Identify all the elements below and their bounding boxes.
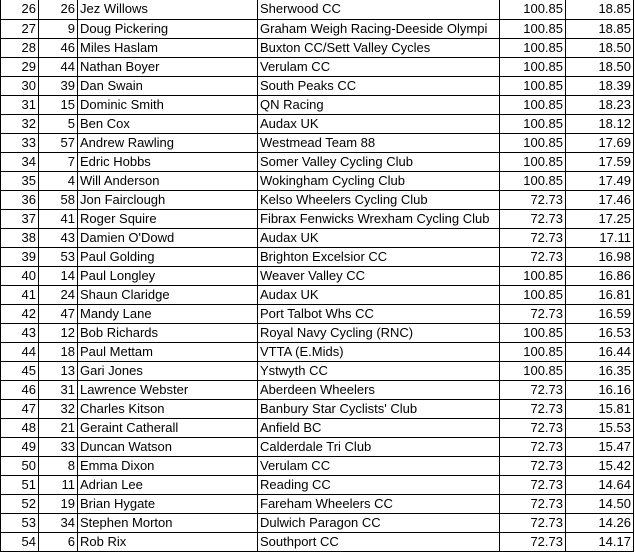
rider-name-cell[interactable]: Adrian Lee [78,475,258,494]
position-cell[interactable]: 38 [1,228,39,247]
speed-cell[interactable]: 15.53 [566,418,634,437]
position-cell[interactable]: 27 [1,19,39,38]
rider-name-cell[interactable]: Andrew Rawling [78,133,258,152]
distance-cell[interactable]: 72.73 [500,513,566,532]
club-cell[interactable]: QN Racing [258,95,500,114]
club-cell[interactable]: Westmead Team 88 [258,133,500,152]
speed-cell[interactable]: 14.50 [566,494,634,513]
rider-name-cell[interactable]: Paul Longley [78,266,258,285]
rider-number-cell[interactable]: 33 [39,437,78,456]
table-row [1,38,634,57]
distance-cell[interactable]: 100.85 [500,323,566,342]
rider-number-cell[interactable]: 58 [39,190,78,209]
table-row [1,76,634,95]
rider-name-cell[interactable]: Jez Willows [78,0,258,19]
club-cell[interactable]: Audax UK [258,285,500,304]
rider-number-cell[interactable]: 46 [39,38,78,57]
rider-number-cell[interactable]: 43 [39,228,78,247]
rider-name-cell[interactable]: Duncan Watson [78,437,258,456]
speed-cell[interactable]: 16.86 [566,266,634,285]
club-cell[interactable]: Kelso Wheelers Cycling Club [258,190,500,209]
speed-cell[interactable]: 16.16 [566,380,634,399]
speed-cell[interactable]: 14.17 [566,532,634,551]
distance-cell[interactable]: 100.85 [500,361,566,380]
rider-name-cell[interactable]: Paul Golding [78,247,258,266]
rider-number-cell[interactable]: 47 [39,304,78,323]
position-cell[interactable]: 52 [1,494,39,513]
distance-cell[interactable]: 100.85 [500,285,566,304]
distance-cell[interactable]: 100.85 [500,57,566,76]
rider-name-cell[interactable]: Damien O'Dowd [78,228,258,247]
rider-number-cell[interactable]: 26 [39,0,78,19]
position-cell[interactable]: 45 [1,361,39,380]
rider-number-cell[interactable]: 11 [39,475,78,494]
table-row [1,418,634,437]
distance-cell[interactable]: 72.73 [500,418,566,437]
distance-cell[interactable]: 100.85 [500,342,566,361]
position-cell[interactable]: 30 [1,76,39,95]
club-cell[interactable]: Dulwich Paragon CC [258,513,500,532]
position-cell[interactable]: 32 [1,114,39,133]
speed-cell[interactable]: 14.26 [566,513,634,532]
distance-cell[interactable]: 72.73 [500,380,566,399]
distance-cell[interactable]: 100.85 [500,19,566,38]
distance-cell[interactable]: 100.85 [500,114,566,133]
speed-cell[interactable]: 18.50 [566,57,634,76]
table-row [1,456,634,475]
table-row [1,494,634,513]
rider-name-cell[interactable]: Lawrence Webster [78,380,258,399]
position-cell[interactable]: 46 [1,380,39,399]
rider-name-cell[interactable]: Bob Richards [78,323,258,342]
rider-name-cell[interactable]: Jon Fairclough [78,190,258,209]
distance-cell[interactable]: 100.85 [500,266,566,285]
position-cell[interactable]: 34 [1,152,39,171]
position-cell[interactable]: 44 [1,342,39,361]
table-row [1,95,634,114]
table-row [1,152,634,171]
speed-cell[interactable]: 16.53 [566,323,634,342]
rider-number-cell[interactable]: 15 [39,95,78,114]
club-cell[interactable]: South Peaks CC [258,76,500,95]
speed-cell[interactable]: 17.46 [566,190,634,209]
position-cell[interactable]: 40 [1,266,39,285]
table-row [1,342,634,361]
club-cell[interactable]: Weaver Valley CC [258,266,500,285]
table-row [1,114,634,133]
table-row [1,266,634,285]
distance-cell[interactable]: 72.73 [500,456,566,475]
rider-name-cell[interactable]: Stephen Morton [78,513,258,532]
rider-number-cell[interactable]: 5 [39,114,78,133]
table-row [1,304,634,323]
rider-number-cell[interactable]: 41 [39,209,78,228]
rider-name-cell[interactable]: Geraint Catherall [78,418,258,437]
distance-cell[interactable]: 72.73 [500,190,566,209]
club-cell[interactable]: Audax UK [258,228,500,247]
rider-number-cell[interactable]: 14 [39,266,78,285]
speed-cell[interactable]: 17.49 [566,171,634,190]
table-row [1,57,634,76]
distance-cell[interactable]: 72.73 [500,399,566,418]
distance-cell[interactable]: 72.73 [500,209,566,228]
speed-cell[interactable]: 16.81 [566,285,634,304]
speed-cell[interactable]: 14.64 [566,475,634,494]
position-cell[interactable]: 28 [1,38,39,57]
speed-cell[interactable]: 18.23 [566,95,634,114]
rider-name-cell[interactable]: Brian Hygate [78,494,258,513]
speed-cell[interactable]: 16.59 [566,304,634,323]
rider-name-cell[interactable]: Nathan Boyer [78,57,258,76]
table-row [1,532,634,551]
speed-cell[interactable]: 16.35 [566,361,634,380]
rider-number-cell[interactable]: 31 [39,380,78,399]
club-cell[interactable]: Aberdeen Wheelers [258,380,500,399]
table-row [1,228,634,247]
rider-number-cell[interactable]: 7 [39,152,78,171]
position-cell[interactable]: 29 [1,57,39,76]
speed-cell[interactable]: 15.42 [566,456,634,475]
distance-cell[interactable]: 100.85 [500,0,566,19]
results-table-body [1,0,634,551]
position-cell[interactable]: 43 [1,323,39,342]
speed-cell[interactable]: 17.69 [566,133,634,152]
table-row [1,380,634,399]
club-cell[interactable]: Ystwyth CC [258,361,500,380]
club-cell[interactable]: Sherwood CC [258,0,500,19]
club-cell[interactable]: VTTA (E.Mids) [258,342,500,361]
table-row [1,361,634,380]
table-row [1,285,634,304]
position-cell[interactable]: 39 [1,247,39,266]
speed-cell[interactable]: 17.59 [566,152,634,171]
club-cell[interactable]: Buxton CC/Sett Valley Cycles [258,38,500,57]
rider-name-cell[interactable]: Rob Rix [78,532,258,551]
speed-cell[interactable]: 15.81 [566,399,634,418]
rider-number-cell[interactable]: 57 [39,133,78,152]
position-cell[interactable]: 48 [1,418,39,437]
club-cell[interactable]: Brighton Excelsior CC [258,247,500,266]
club-cell[interactable]: Southport CC [258,532,500,551]
club-cell[interactable]: Audax UK [258,114,500,133]
table-row [1,323,634,342]
position-cell[interactable]: 33 [1,133,39,152]
club-cell[interactable]: Anfield BC [258,418,500,437]
rider-name-cell[interactable]: Doug Pickering [78,19,258,38]
rider-number-cell[interactable]: 6 [39,532,78,551]
rider-name-cell[interactable]: Mandy Lane [78,304,258,323]
position-cell[interactable]: 47 [1,399,39,418]
club-cell[interactable]: Fibrax Fenwicks Wrexham Cycling Club [258,209,500,228]
club-cell[interactable]: Fareham Wheelers CC [258,494,500,513]
position-cell[interactable]: 50 [1,456,39,475]
table-row [1,19,634,38]
rider-number-cell[interactable]: 44 [39,57,78,76]
distance-cell[interactable]: 72.73 [500,228,566,247]
distance-cell[interactable]: 100.85 [500,152,566,171]
speed-cell[interactable]: 17.11 [566,228,634,247]
rider-name-cell[interactable]: Roger Squire [78,209,258,228]
table-row [1,399,634,418]
rider-number-cell[interactable]: 18 [39,342,78,361]
speed-cell[interactable]: 16.44 [566,342,634,361]
speed-cell[interactable]: 18.85 [566,0,634,19]
distance-cell[interactable]: 100.85 [500,133,566,152]
rider-number-cell[interactable]: 32 [39,399,78,418]
club-cell[interactable]: Port Talbot Whs CC [258,304,500,323]
table-row [1,437,634,456]
distance-cell[interactable]: 72.73 [500,247,566,266]
position-cell[interactable]: 42 [1,304,39,323]
distance-cell[interactable]: 72.73 [500,532,566,551]
rider-number-cell[interactable]: 39 [39,76,78,95]
speed-cell[interactable]: 16.98 [566,247,634,266]
club-cell[interactable]: Somer Valley Cycling Club [258,152,500,171]
rider-number-cell[interactable]: 21 [39,418,78,437]
speed-cell[interactable]: 18.12 [566,114,634,133]
table-row [1,190,634,209]
rider-name-cell[interactable]: Ben Cox [78,114,258,133]
distance-cell[interactable]: 100.85 [500,38,566,57]
club-cell[interactable]: Calderdale Tri Club [258,437,500,456]
rider-name-cell[interactable]: Dominic Smith [78,95,258,114]
table-row [1,475,634,494]
rider-name-cell[interactable]: Charles Kitson [78,399,258,418]
distance-cell[interactable]: 72.73 [500,304,566,323]
rider-name-cell[interactable]: Emma Dixon [78,456,258,475]
rider-name-cell[interactable]: Dan Swain [78,76,258,95]
position-cell[interactable]: 53 [1,513,39,532]
position-cell[interactable]: 31 [1,95,39,114]
rider-name-cell[interactable]: Gari Jones [78,361,258,380]
position-cell[interactable]: 35 [1,171,39,190]
speed-cell[interactable]: 17.25 [566,209,634,228]
rider-number-cell[interactable]: 53 [39,247,78,266]
table-row [1,209,634,228]
club-cell[interactable]: Wokingham Cycling Club [258,171,500,190]
rider-number-cell[interactable]: 34 [39,513,78,532]
table-row [1,133,634,152]
position-cell[interactable]: 26 [1,0,39,19]
rider-name-cell[interactable]: Will Anderson [78,171,258,190]
position-cell[interactable]: 49 [1,437,39,456]
club-cell[interactable]: Royal Navy Cycling (RNC) [258,323,500,342]
distance-cell[interactable]: 100.85 [500,95,566,114]
distance-cell[interactable]: 72.73 [500,475,566,494]
distance-cell[interactable]: 72.73 [500,437,566,456]
rider-number-cell[interactable]: 13 [39,361,78,380]
table-row [1,0,634,19]
rider-number-cell[interactable]: 8 [39,456,78,475]
club-cell[interactable]: Banbury Star Cyclists' Club [258,399,500,418]
club-cell[interactable]: Verulam CC [258,456,500,475]
position-cell[interactable]: 51 [1,475,39,494]
table-row [1,247,634,266]
club-cell[interactable]: Verulam CC [258,57,500,76]
rider-number-cell[interactable]: 4 [39,171,78,190]
speed-cell[interactable]: 18.39 [566,76,634,95]
distance-cell[interactable]: 72.73 [500,494,566,513]
rider-name-cell[interactable]: Shaun Claridge [78,285,258,304]
rider-number-cell[interactable]: 19 [39,494,78,513]
position-cell[interactable]: 41 [1,285,39,304]
rider-number-cell[interactable]: 24 [39,285,78,304]
speed-cell[interactable]: 15.47 [566,437,634,456]
table-row [1,513,634,532]
speed-cell[interactable]: 18.50 [566,38,634,57]
club-cell[interactable]: Reading CC [258,475,500,494]
position-cell[interactable]: 36 [1,190,39,209]
rider-name-cell[interactable]: Paul Mettam [78,342,258,361]
club-cell[interactable]: Graham Weigh Racing-Deeside Olympi [258,19,500,38]
rider-name-cell[interactable]: Edric Hobbs [78,152,258,171]
distance-cell[interactable]: 100.85 [500,171,566,190]
rider-number-cell[interactable]: 9 [39,19,78,38]
distance-cell[interactable]: 100.85 [500,76,566,95]
table-row [1,171,634,190]
speed-cell[interactable]: 18.85 [566,19,634,38]
rider-number-cell[interactable]: 12 [39,323,78,342]
position-cell[interactable]: 54 [1,532,39,551]
position-cell[interactable]: 37 [1,209,39,228]
rider-name-cell[interactable]: Miles Haslam [78,38,258,57]
